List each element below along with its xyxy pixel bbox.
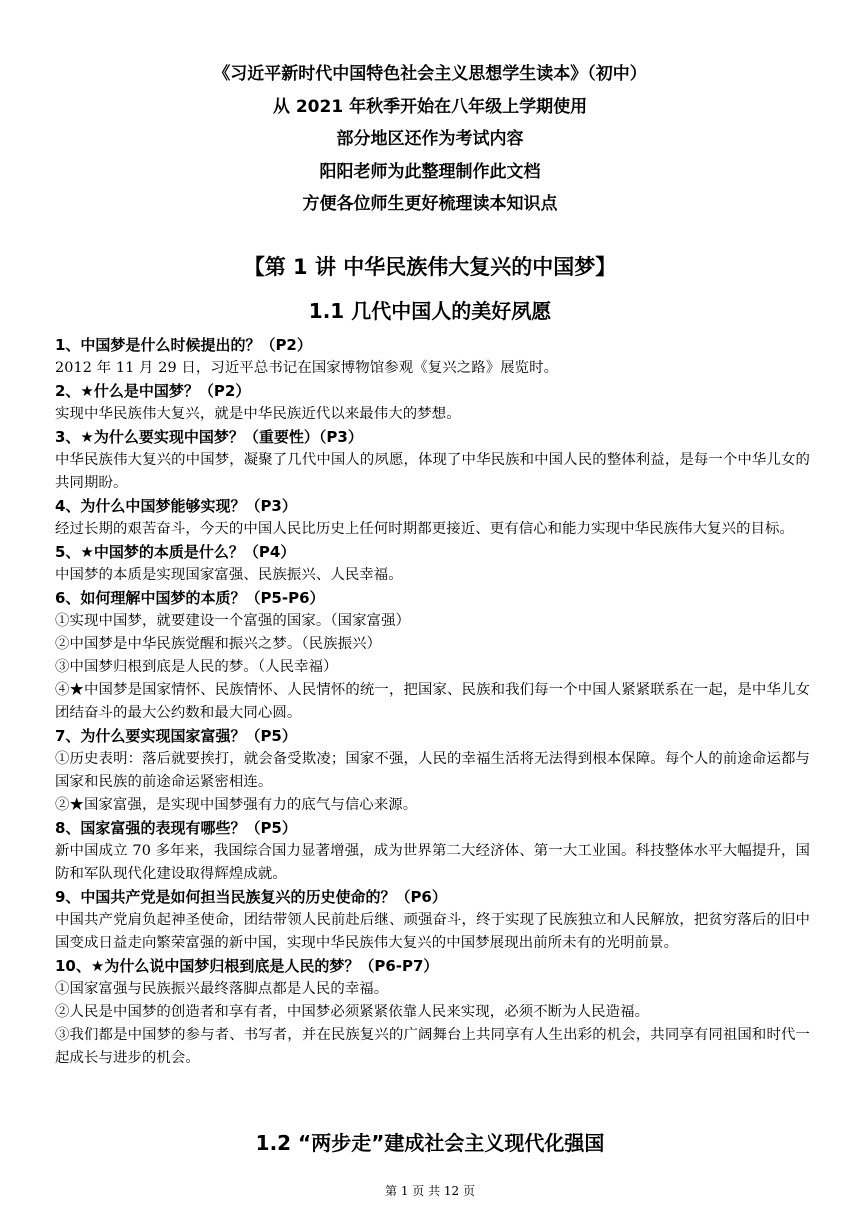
answer-text: ②★国家富强，是实现中国梦强有力的底气与信心来源。 [55,797,418,813]
answer-text: ④★中国梦是国家情怀、民族情怀、人民情怀的统一，把国家、民族和我们每一个中国人紧紧联系在一起，是中华儿女团结奋斗的最大公约数和最大同心圆。 [55,682,810,721]
intro-line: 方便各位师生更好梳理读本知识点 [302,194,558,214]
qa-item [55,955,810,1070]
qa-list [55,334,810,1070]
qa-item [55,334,810,380]
lecture-title: 【第 1 讲 中华民族伟大复兴的中国梦】 [243,255,617,279]
answer-text: 新中国成立 70 多年来，我国综合国力显著增强，成为世界第二大经济体、第一大工业国。科技整体水平大幅提升，国防和军队现代化建设取得辉煌成就。 [55,843,810,882]
answer-text: ③我们都是中国梦的参与者、书写者，并在民族复兴的广阔舞台上共同享有人生出彩的机会，共同享有同祖国和时代一起成长与进步的机会。 [55,1027,810,1066]
qa-item [55,587,810,725]
question-heading: 9、中国共产党是如何担当民族复兴的历史使命的？（P6） [55,888,447,906]
answer-text: ②人民是中国梦的创造者和享有者，中国梦必须紧紧依靠人民来实现，必须不断为人民造福。 [55,1004,650,1020]
qa-item [55,817,810,886]
qa-item [55,886,810,955]
intro-line: 从 2021 年秋季开始在八年级上学期使用 [272,96,588,117]
section-title-1-2: 1.2 “两步走”建成社会主义现代化强国 [255,1131,605,1155]
answer-text: ①历史表明：落后就要挨打，就会备受欺凌；国家不强，人民的幸福生活将无法得到根本保障。每个人的前途命运都与国家和民族的前途命运紧密相连。 [55,751,810,790]
answer-text: ①实现中国梦，就要建设一个富强的国家。（国家富强） [55,613,411,629]
question-heading: 8、国家富强的表现有哪些？（P5） [55,819,297,837]
answer-text: 中国梦的本质是实现国家富强、民族振兴、人民幸福。 [55,567,403,583]
answer-text: 实现中华民族伟大复兴，就是中华民族近代以来最伟大的梦想。 [55,406,461,422]
answer-text: 经过长期的艰苦奋斗，今天的中国人民比历史上任何时期都更接近、更有信心和能力实现中华民族伟大复兴的目标。 [55,521,795,537]
answer-text: ①国家富强与民族振兴最终落脚点都是人民的幸福。 [55,981,389,997]
intro-block [0,58,860,221]
answer-text: 2012 年 11 月 29 日，习近平总书记在国家博物馆参观《复兴之路》展览时。 [55,360,559,376]
question-heading: 7、为什么要实现国家富强？（P5） [55,727,297,745]
qa-item [55,426,810,495]
intro-line: 阳阳老师为此整理制作此文档 [319,161,541,182]
intro-line: 部分地区还作为考试内容 [336,129,524,149]
answer-text: ③中国梦归根到底是人民的梦。（人民幸福） [55,659,338,675]
qa-item [55,380,810,426]
question-heading: 10、★为什么说中国梦归根到底是人民的梦？（P6-P7） [55,957,439,975]
question-heading: 6、如何理解中国梦的本质？（P5-P6） [55,589,325,607]
answer-text: 中国共产党肩负起神圣使命，团结带领人民前赴后继、顽强奋斗，终于实现了民族独立和人民解放，把贫穷落后的旧中国变成日益走向繁荣富强的新中国，实现中华民族伟大复兴的中国梦展现出前所未有的光明前景。 [55,912,810,951]
question-heading: 3、★为什么要实现中国梦？（重要性）（P3） [55,428,363,446]
qa-item [55,725,810,817]
question-heading: 1、中国梦是什么时候提出的？（P2） [55,336,312,354]
question-heading: 5、★中国梦的本质是什么？（P4） [55,543,296,561]
answer-text: 中华民族伟大复兴的中国梦，凝聚了几代中国人的夙愿，体现了中华民族和中国人民的整体利益，是每一个中华儿女的共同期盼。 [55,452,810,491]
question-heading: 2、★什么是中国梦？（P2） [55,382,251,400]
page-footer: 第 1 页 共 12 页 [385,1184,475,1198]
answer-text: ②中国梦是中华民族觉醒和振兴之梦。（民族振兴） [55,636,382,652]
intro-line: 《习近平新时代中国特色社会主义思想学生读本》（初中） [213,64,647,84]
qa-item [55,541,810,587]
section-title-1-1: 1.1 几代中国人的美好夙愿 [308,299,552,323]
question-heading: 4、为什么中国梦能够实现？（P3） [55,497,297,515]
qa-item [55,495,810,541]
